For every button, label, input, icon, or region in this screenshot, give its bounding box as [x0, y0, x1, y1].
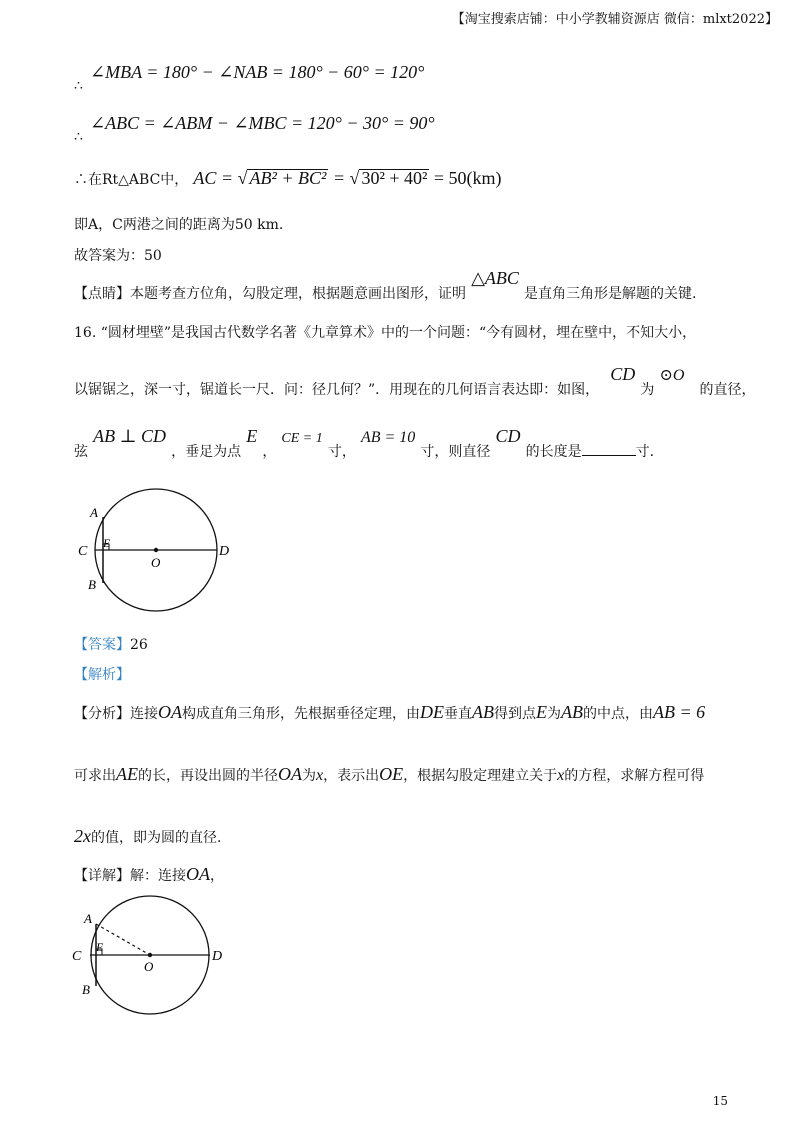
label-e: E [103, 536, 111, 550]
label-a-2: A [84, 911, 92, 926]
q16-xian: 弦 [74, 444, 88, 460]
q16-length-text: 的长度是 [525, 444, 582, 460]
label-c: C [78, 544, 88, 559]
q16-unit: 寸. [635, 444, 655, 460]
q16-e: E [246, 426, 258, 446]
eq3-rhs: = 50(km) [429, 168, 502, 188]
equation-line-3: ∴在Rt△ABC中， AC = √ AB² + BC² = √ 30² + 40² = 50(km) [74, 168, 502, 188]
q16-diameter-text: 寸，则直径 [420, 444, 491, 460]
equation-2: ∠ABC = ∠ABM − ∠MBC = 120° − 30° = 90° [90, 113, 435, 133]
label-d: D [219, 544, 230, 559]
fenxi-t5: 为 [547, 706, 561, 722]
fenxi-oa: OA [158, 702, 182, 722]
therefore-symbol-1: ∴ [74, 78, 83, 94]
segment-oa [96, 924, 150, 955]
detail-line [74, 864, 224, 885]
answer-tag: 【答案】 [74, 637, 130, 653]
fenxi-t6: 的中点，由 [583, 706, 653, 722]
fenxi-l3-t1: 的值，即为圆的直径. [91, 830, 222, 846]
fenxi-line-2 [74, 764, 704, 785]
fenxi-l2-t5: ，根据勾股定理建立关于 [403, 768, 558, 784]
q16-foot-text: ，垂足为点 [171, 444, 242, 460]
distance-statement: 即A，C两港之间的距离为50 km. [74, 217, 284, 233]
q16-cd: CD [610, 364, 636, 384]
fenxi-x2: x [557, 767, 565, 784]
q16-wei: 为 [640, 382, 655, 398]
answer-line [74, 634, 148, 654]
fenxi-2x: 2x [74, 826, 91, 846]
comment-math: △ABC [471, 268, 519, 288]
q16-line2-end: 的直径， [699, 382, 756, 398]
equation-line-1 [72, 62, 425, 83]
fenxi-l2-t1: 可求出 [74, 768, 116, 784]
circle-figure-2 [64, 892, 244, 1022]
comment-tag: 【点睛】 [74, 286, 130, 302]
label-o-2: O [144, 959, 154, 974]
q16-ce: CE = 1 [281, 431, 323, 446]
answer-value: 26 [130, 637, 148, 653]
q16-line-2 [74, 364, 756, 398]
label-b-2: B [82, 982, 90, 997]
label-o: O [151, 555, 161, 570]
detail-tag: 【详解】 [74, 868, 130, 884]
q16-cun-1: 寸， [327, 444, 356, 460]
fenxi-x: x [316, 767, 324, 784]
fenxi-t4: 得到点 [494, 706, 536, 722]
q16-line2-text: 以锯锯之，深一寸，锯道长一尺．问：径几何？”．用现在的几何语言表达即：如图， [74, 382, 600, 398]
page-number: 15 [712, 1094, 728, 1108]
equation-1: ∠MBA = 180° − ∠NAB = 180° − 60° = 120° [90, 62, 425, 82]
q16-cd-2: CD [495, 426, 521, 446]
label-d-2: D [212, 949, 223, 964]
q16-line-1: 16. “圆材埋壁”是我国古代数学名著《九章算术》中的一个问题：“今有圆材，埋在壁中，不知大小， [74, 325, 697, 341]
detail-oa: OA [186, 864, 210, 884]
fenxi-e: E [536, 702, 547, 722]
q16-perp: AB ⊥ CD [93, 426, 167, 446]
fenxi-de: DE [420, 702, 444, 722]
equation-line-2 [72, 113, 435, 134]
q16-circle-o: ⊙O [659, 367, 685, 384]
comment-text-2: 是直角三角形是解题的关键. [524, 286, 697, 302]
center-point-2 [148, 953, 152, 957]
q16-comma: ， [262, 444, 277, 460]
fenxi-l2-t6: 的方程，求解方程可得 [564, 768, 705, 784]
eq3-lhs: AC = [193, 168, 238, 188]
fenxi-oa2: OA [278, 764, 302, 784]
label-e-2: E [96, 940, 104, 954]
label-b: B [88, 577, 96, 592]
label-c-2: C [72, 949, 82, 964]
eq3-radicand-2: 30² + 40² [361, 168, 428, 188]
analysis-tag: 【解析】 [74, 667, 130, 683]
fenxi-t2: 构成直角三角形，先根据垂径定理，由 [182, 706, 420, 722]
detail-end: ， [210, 868, 224, 884]
comment-line [74, 268, 697, 302]
fenxi-ab: AB [472, 702, 494, 722]
header-note: 【淘宝搜索店铺：中小学教辅资源店 微信：mlxt2022】 [451, 12, 778, 27]
fenxi-line-1 [74, 702, 705, 723]
eq3-mid: = [328, 168, 350, 188]
fenxi-l2-t2: 的长，再设出圆的半径 [138, 768, 278, 784]
fenxi-ae: AE [116, 764, 138, 784]
comment-text-1: 本题考查方位角，勾股定理，根据题意画出图形，证明 [130, 286, 466, 302]
q16-line-3 [74, 426, 655, 460]
fenxi-l2-t4: ，表示出 [323, 768, 380, 784]
line3-prefix: ∴在Rt△ABC中， [74, 172, 189, 188]
fenxi-t1: 连接 [130, 706, 158, 722]
detail-text: 解：连接 [130, 868, 186, 884]
fenxi-t3: 垂直 [444, 706, 472, 722]
fenxi-line-3 [74, 826, 221, 847]
fenxi-oe: OE [379, 764, 404, 784]
answer-blank [582, 443, 636, 456]
fenxi-ab2: AB [561, 702, 583, 722]
answer-statement: 故答案为：50 [74, 248, 162, 264]
fenxi-tag: 【分析】 [74, 706, 130, 722]
therefore-symbol-2: ∴ [74, 129, 83, 145]
fenxi-l2-t3: 为 [302, 768, 316, 784]
center-point [154, 548, 158, 552]
eq3-radicand-1: AB² + BC² [249, 168, 327, 188]
q16-ab: AB = 10 [360, 429, 416, 446]
label-a: A [90, 505, 98, 520]
circle-figure-1 [70, 484, 250, 614]
fenxi-ab6: AB = 6 [653, 702, 706, 722]
